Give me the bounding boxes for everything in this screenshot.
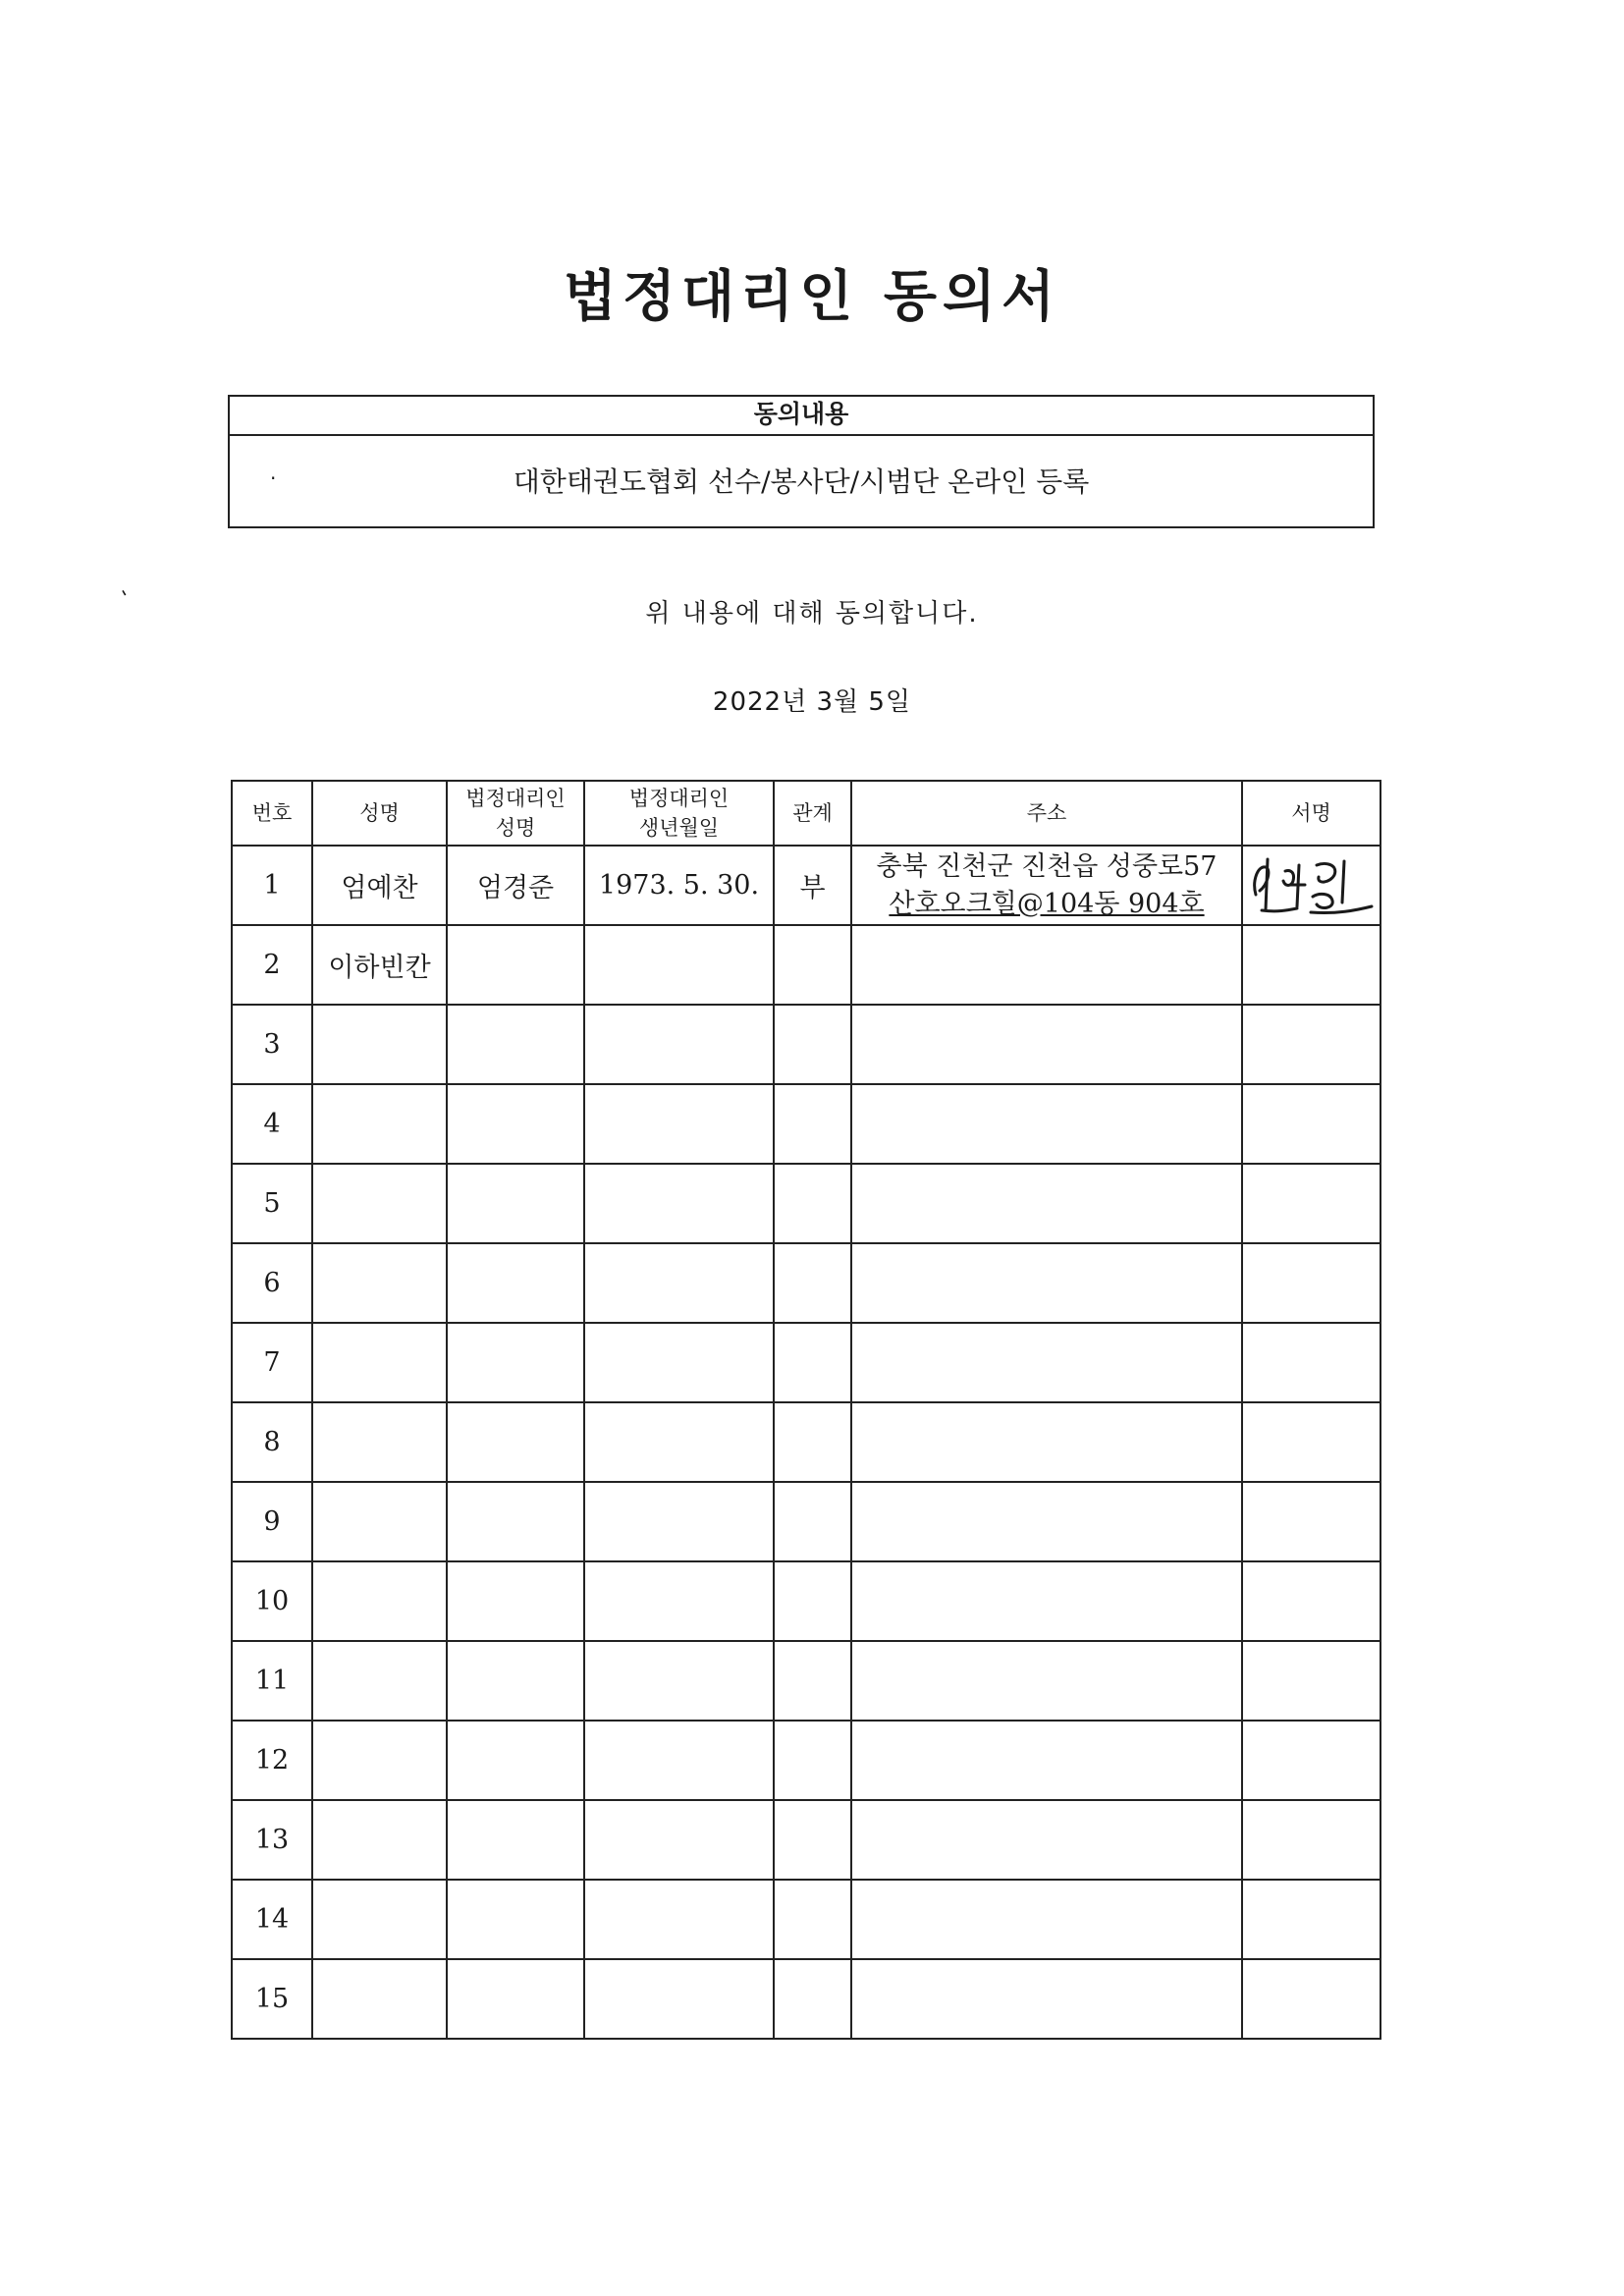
cell-address [851, 925, 1242, 1005]
table-row [232, 846, 1380, 925]
cell-relation [774, 1721, 851, 1800]
cell-name: 엄예찬 [312, 846, 447, 925]
cell-no: 14 [232, 1880, 312, 1959]
cell-signature [1242, 1482, 1380, 1561]
cell-name [312, 1561, 447, 1641]
cell-no: 8 [232, 1402, 312, 1482]
cell-guardian-birth [584, 1641, 774, 1721]
cell-address [851, 1243, 1242, 1323]
cell-address [851, 1482, 1242, 1561]
cell-name [312, 1005, 447, 1084]
cell-guardian-birth [584, 1482, 774, 1561]
cell-guardian-name [447, 1323, 584, 1402]
guardian-table [231, 780, 1381, 2040]
consent-date: 2022년 3월 5일 [712, 687, 912, 717]
table-row [232, 1561, 1380, 1641]
scan-stray-mark: ' [118, 585, 135, 609]
cell-address [851, 1800, 1242, 1880]
cell-name [312, 1800, 447, 1880]
cell-relation [774, 1561, 851, 1641]
header-relation: 관계 [774, 781, 851, 846]
header-guardian-name [447, 781, 584, 846]
cell-no: 2 [232, 925, 312, 1005]
cell-no: 1 [232, 846, 312, 925]
header-signature: 서명 [1242, 781, 1380, 846]
cell-guardian-birth [584, 1561, 774, 1641]
cell-guardian-name [447, 1561, 584, 1641]
table-row [232, 1880, 1380, 1959]
cell-no: 5 [232, 1164, 312, 1243]
cell-guardian-name [447, 1084, 584, 1164]
cell-guardian-name [447, 1959, 584, 2039]
cell-guardian-name [447, 1005, 584, 1084]
cell-guardian-birth [584, 1880, 774, 1959]
cell-signature [1242, 1323, 1380, 1402]
cell-guardian-name: 엄경준 [447, 846, 584, 925]
header-guardian-birth [584, 781, 774, 846]
cell-signature [1242, 1402, 1380, 1482]
header-address: 주소 [851, 781, 1242, 846]
consent-content-box [228, 395, 1375, 528]
cell-name: 이하빈칸 [312, 925, 447, 1005]
cell-guardian-birth [584, 1800, 774, 1880]
cell-signature [1242, 1800, 1380, 1880]
cell-no: 6 [232, 1243, 312, 1323]
table-row [232, 1482, 1380, 1561]
cell-signature [1242, 846, 1380, 925]
cell-relation [774, 1959, 851, 2039]
cell-relation [774, 1402, 851, 1482]
cell-name [312, 1084, 447, 1164]
cell-guardian-birth [584, 1323, 774, 1402]
cell-relation [774, 1482, 851, 1561]
cell-relation [774, 1880, 851, 1959]
cell-relation [774, 925, 851, 1005]
cell-guardian-name [447, 1721, 584, 1800]
cell-no: 4 [232, 1084, 312, 1164]
table-row [232, 1164, 1380, 1243]
cell-relation [774, 1243, 851, 1323]
cell-signature [1242, 1561, 1380, 1641]
cell-relation [774, 1084, 851, 1164]
cell-name [312, 1402, 447, 1482]
cell-relation [774, 1800, 851, 1880]
cell-guardian-birth: 1973. 5. 30. [584, 846, 774, 925]
table-row [232, 1084, 1380, 1164]
cell-relation [774, 1323, 851, 1402]
document-title: 법정대리인 동의서 [563, 264, 1061, 329]
cell-name [312, 1482, 447, 1561]
table-header-row [232, 781, 1380, 846]
table-row [232, 925, 1380, 1005]
cell-guardian-birth [584, 1959, 774, 2039]
consent-content: 대한태권도협회 선수/봉사단/시범단 온라인 등록 [513, 465, 1090, 498]
table-row [232, 1800, 1380, 1880]
address-line-1: 충북 진천군 진천읍 성중로57 [876, 850, 1218, 882]
header-guardian-name-text: 법정대리인 성명 [465, 787, 566, 840]
cell-address [851, 1721, 1242, 1800]
table-row [232, 1402, 1380, 1482]
cell-guardian-birth [584, 1721, 774, 1800]
cell-signature [1242, 925, 1380, 1005]
cell-no: 11 [232, 1641, 312, 1721]
cell-guardian-name [447, 1641, 584, 1721]
cell-name [312, 1323, 447, 1402]
cell-address [851, 1641, 1242, 1721]
cell-guardian-birth [584, 925, 774, 1005]
cell-address [851, 1561, 1242, 1641]
cell-no: 7 [232, 1323, 312, 1402]
header-guardian-birth-text: 법정대리인 생년월일 [628, 787, 730, 840]
table-row [232, 1243, 1380, 1323]
table-row [232, 1721, 1380, 1800]
cell-name [312, 1164, 447, 1243]
cell-signature [1242, 1641, 1380, 1721]
cell-address [851, 1005, 1242, 1084]
cell-guardian-birth [584, 1243, 774, 1323]
cell-guardian-birth [584, 1164, 774, 1243]
header-no: 번호 [232, 781, 312, 846]
cell-guardian-birth [584, 1084, 774, 1164]
cell-signature [1242, 1164, 1380, 1243]
scan-dot-mark: · [270, 466, 277, 490]
table-row [232, 1005, 1380, 1084]
cell-relation [774, 1641, 851, 1721]
cell-guardian-name [447, 1164, 584, 1243]
cell-name [312, 1243, 447, 1323]
cell-relation [774, 1005, 851, 1084]
table-row [232, 1323, 1380, 1402]
cell-no: 15 [232, 1959, 312, 2039]
cell-address [851, 846, 1242, 925]
cell-guardian-name [447, 1402, 584, 1482]
agree-statement: 위 내용에 대해 동의합니다. [645, 599, 979, 629]
table-row [232, 1641, 1380, 1721]
cell-relation: 부 [774, 846, 851, 925]
header-name: 성명 [312, 781, 447, 846]
cell-relation [774, 1164, 851, 1243]
cell-guardian-name [447, 1800, 584, 1880]
cell-address [851, 1880, 1242, 1959]
cell-guardian-name [447, 1243, 584, 1323]
cell-signature [1242, 1721, 1380, 1800]
cell-guardian-birth [584, 1005, 774, 1084]
cell-address [851, 1084, 1242, 1164]
cell-address [851, 1959, 1242, 2039]
table-row [232, 1959, 1380, 2039]
address-line-2: 산호오크힐@104동 904호 [889, 888, 1205, 919]
cell-no: 12 [232, 1721, 312, 1800]
cell-signature [1242, 1005, 1380, 1084]
cell-guardian-name [447, 1482, 584, 1561]
cell-signature [1242, 1880, 1380, 1959]
cell-guardian-name [447, 1880, 584, 1959]
cell-signature [1242, 1243, 1380, 1323]
cell-guardian-birth [584, 1402, 774, 1482]
cell-signature [1242, 1959, 1380, 2039]
cell-name [312, 1959, 447, 2039]
cell-name [312, 1641, 447, 1721]
handwritten-signature [1248, 851, 1376, 920]
cell-address [851, 1402, 1242, 1482]
cell-address [851, 1323, 1242, 1402]
cell-guardian-name [447, 925, 584, 1005]
cell-address [851, 1164, 1242, 1243]
cell-no: 10 [232, 1561, 312, 1641]
cell-signature [1242, 1084, 1380, 1164]
cell-no: 13 [232, 1800, 312, 1880]
cell-name [312, 1721, 447, 1800]
cell-name [312, 1880, 447, 1959]
cell-no: 3 [232, 1005, 312, 1084]
consent-header: 동의내용 [230, 397, 1373, 436]
cell-no: 9 [232, 1482, 312, 1561]
